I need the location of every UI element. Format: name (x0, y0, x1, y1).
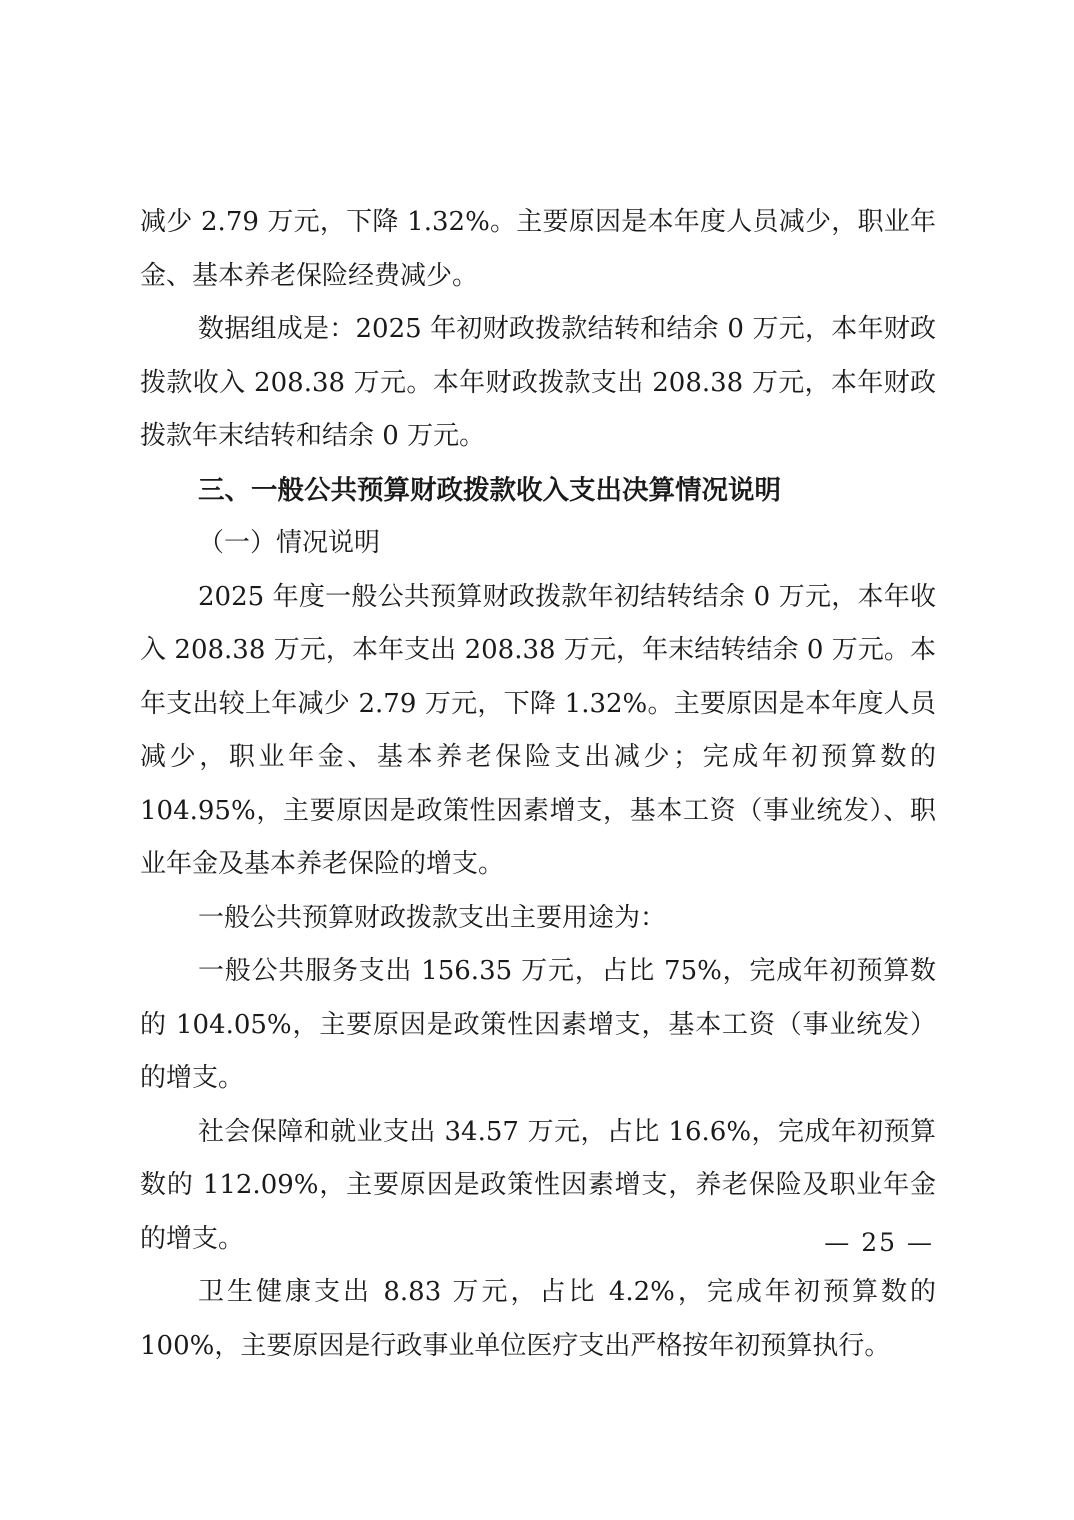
paragraph-continuation: 减少 2.79 万元，下降 1.32%。主要原因是本年度人员减少，职业年金、基本养老保险经费减少。 (140, 207, 936, 291)
paragraph-data-composition: 数据组成是：2025 年初财政拨款结转和结余 0 万元，本年财政拨款收入 208.38 万元。本年财政拨款支出 208.38 万元，本年财政拨款年末结转和结余 0 万元。 (140, 314, 936, 451)
section-heading: 三、一般公共预算财政拨款收入支出决算情况说明 (198, 474, 781, 506)
page-number: — 25 — (824, 1228, 934, 1257)
paragraph-usage-intro: 一般公共预算财政拨款支出主要用途为： (198, 902, 667, 933)
subsection-heading: （一）情况说明 (198, 528, 381, 558)
paragraph-social-security: 社会保障和就业支出 34.57 万元，占比 16.6%，完成年初预算数的 112.09%，主要原因是政策性因素增支，养老保险及职业年金的增支。 (140, 1116, 936, 1254)
paragraph-overview: 2025 年度一般公共预算财政拨款年初结转结余 0 万元，本年收入 208.38 万元，本年支出 208.38 万元，年末结转结余 0 万元。本年支出较上年减少 2.79 万元，下降 1.32%。主要原因是本年度人员减少，职业年金、基本养老保险支出减少；完成年初预算数的 104.95%，主要原因是政策性因素增支，基本工资（事业统发）、职业年金及基本养老保险的增支。 (140, 581, 936, 879)
paragraph-general-public-services: 一般公共服务支出 156.35 万元，占比 75%，完成年初预算数的 104.05%，主要原因是政策性因素增支，基本工资（事业统发）的增支。 (140, 956, 936, 1093)
document-body (140, 196, 936, 1373)
paragraph-health: 卫生健康支出 8.83 万元，占比 4.2%，完成年初预算数的 100%，主要原因是行政事业单位医疗支出严格按年初预算执行。 (140, 1277, 936, 1361)
